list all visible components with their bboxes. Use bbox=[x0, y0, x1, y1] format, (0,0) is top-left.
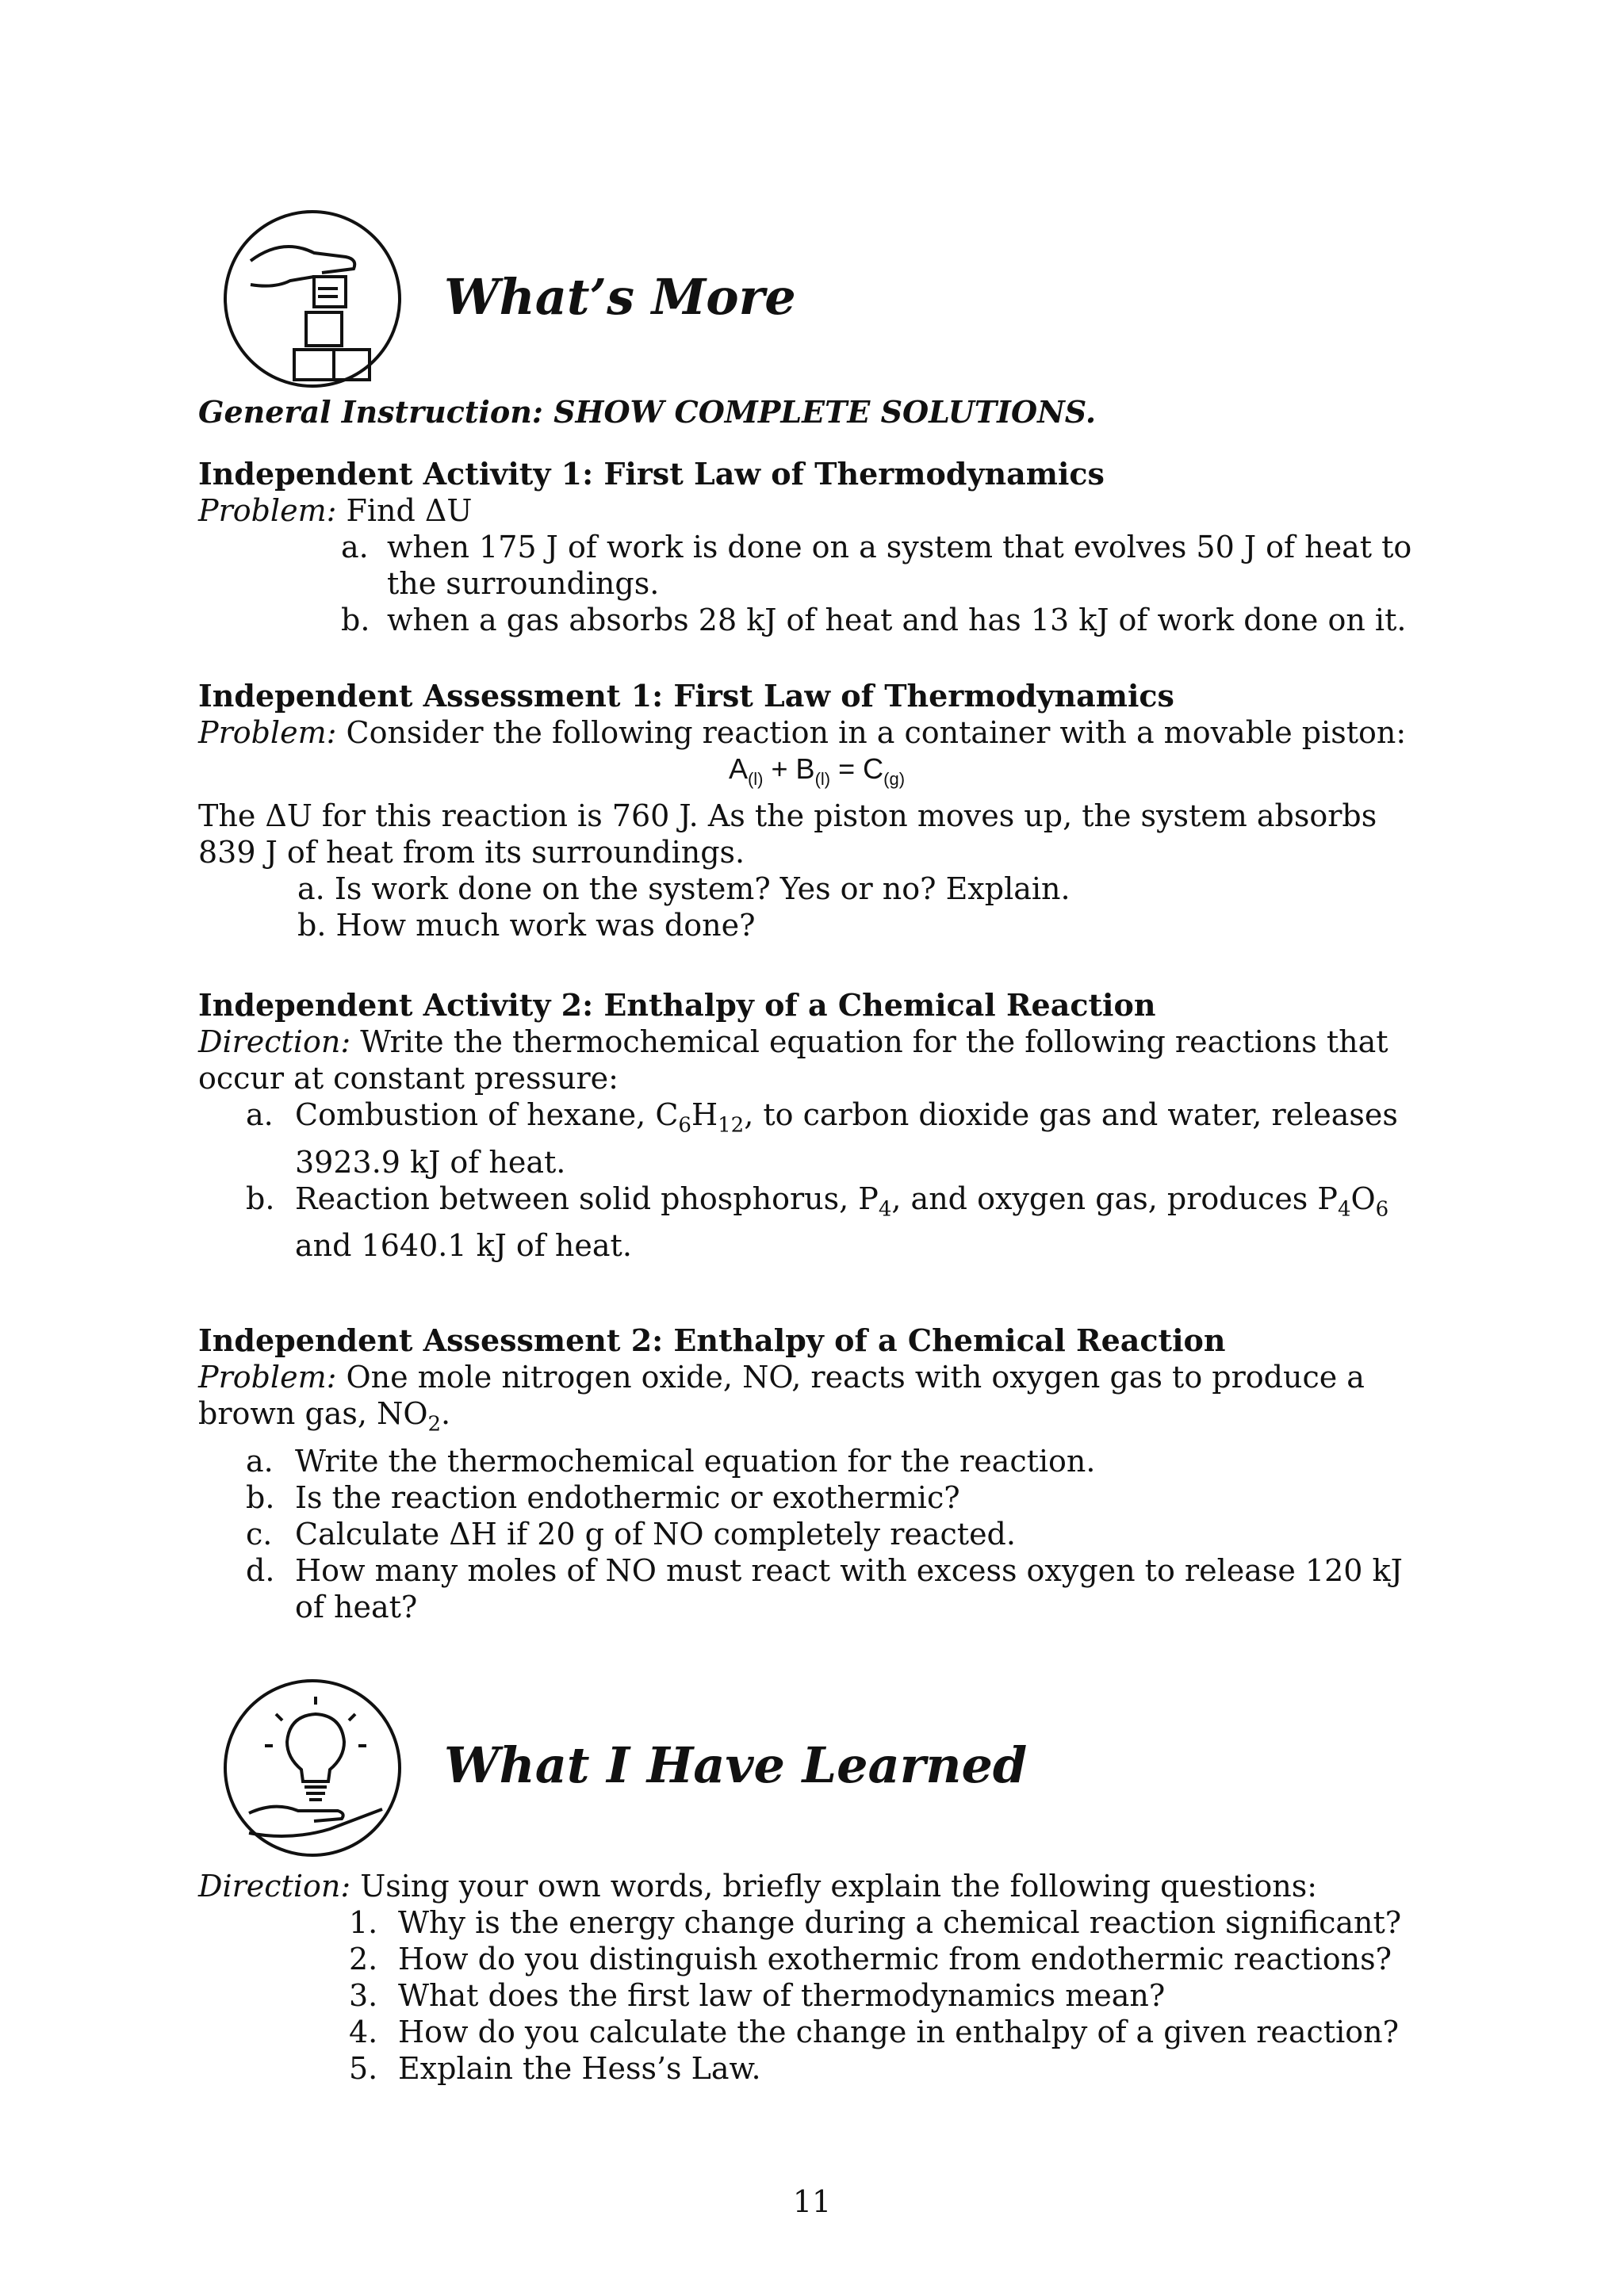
list-item: 3. What does the first law of thermodynamics mean? bbox=[349, 1978, 1166, 2013]
list-item: 4. How do you calculate the change in enthalpy of a given reaction? bbox=[349, 2015, 1399, 2049]
activity-1-heading: Independent Activity 1: First Law of Thermodynamics bbox=[198, 456, 1105, 492]
assessment-2: Independent Assessment 2: Enthalpy of a Chemical Reaction Problem: One mole nitrogen oxide, NO, reacts with oxygen gas to produce a brown gas, $NO_2$. a. Write the thermochemical equation for the reaction. b. Is the reaction endothermic or exothermic? c. Calculate ΔH if 20 g of NO completely reacted. d. How many moles of NO must react with excess oxygen to release 120 kJ of heat? bbox=[198, 1322, 1435, 1625]
assessment-1 bbox=[198, 678, 1435, 943]
list-item: b. How much work was done? bbox=[297, 908, 756, 943]
lightbulb-in-hand-icon bbox=[224, 1679, 401, 1857]
assessment-1-body: The ΔU for this reaction is 760 J. As the piston moves up, the system absorbs 839 J of heat from its surroundings. bbox=[198, 798, 1377, 871]
activity-1 bbox=[198, 456, 1435, 638]
list-item: 1. Why is the energy change during a chemical reaction significant? bbox=[349, 1905, 1402, 1940]
section-title-whats-more: What’s More bbox=[444, 268, 796, 326]
page-number: 11 bbox=[792, 2184, 832, 2219]
list-item: d. How many moles of NO must react with excess oxygen to release 120 kJ of heat? bbox=[246, 1552, 1403, 1624]
problem-text: Consider the following reaction in a container with a movable piston: bbox=[336, 715, 1407, 750]
problem-label: Problem: bbox=[198, 1360, 337, 1395]
list-item: 5. Explain the Hess’s Law. bbox=[349, 2051, 761, 2086]
what-i-have-learned-content bbox=[198, 1868, 1435, 2087]
direction-text: Write the thermochemical equation for the following reactions that occur at constant pressure: bbox=[198, 1024, 1388, 1096]
list-item: a. Write the thermochemical equation for the reaction. bbox=[246, 1443, 1096, 1479]
list-item: a. Is work done on the system? Yes or no? Explain. bbox=[297, 871, 1071, 907]
direction-text: Using your own words, briefly explain the following questions: bbox=[350, 1869, 1317, 1904]
list-item: a. when 175 J of work is done on a system that evolves 50 J of heat to the surroundings. bbox=[341, 530, 1412, 601]
section-title-what-i-have-learned: What I Have Learned bbox=[444, 1736, 1028, 1794]
problem-label: Problem: bbox=[198, 715, 337, 750]
assessment-1-heading: Independent Assessment 1: First Law of Thermodynamics bbox=[198, 678, 1174, 714]
assessment-2-heading: Independent Assessment 2: Enthalpy of a Chemical Reaction bbox=[198, 1322, 1226, 1358]
list-item: b. Reaction between solid phosphorus, $P_4$, and oxygen gas, produces $P_4O_6$ and 1640.1 kJ of heat. bbox=[246, 1181, 1389, 1264]
list-item: b. when a gas absorbs 28 kJ of heat and has 13 kJ of work done on it. bbox=[341, 603, 1407, 637]
activity-2-heading: Independent Activity 2: Enthalpy of a Chemical Reaction bbox=[198, 987, 1156, 1023]
direction-label: Direction: bbox=[198, 1024, 351, 1059]
reaction-equation: $A_{(l)} + B_{(l)} = C_{(g)}$ bbox=[728, 752, 906, 790]
list-item: 2. How do you distinguish exothermic from endothermic reactions? bbox=[349, 1942, 1392, 1976]
list-item: c. Calculate ΔH if 20 g of NO completely reacted. bbox=[246, 1516, 1016, 1552]
problem-text: Find ΔU bbox=[336, 493, 473, 528]
activity-2 bbox=[198, 987, 1435, 1264]
list-item: b. Is the reaction endothermic or exothermic? bbox=[246, 1479, 960, 1515]
direction-label: Direction: bbox=[198, 1869, 351, 1904]
list-item: a. Combustion of hexane, $C_6H_{12}$, to carbon dioxide gas and water, releases 3923.9 kJ of heat. bbox=[246, 1097, 1398, 1180]
hand-stacking-blocks-icon bbox=[224, 210, 401, 388]
general-instruction: General Instruction: SHOW COMPLETE SOLUTIONS. bbox=[198, 394, 1097, 430]
problem-label: Problem: bbox=[198, 493, 337, 528]
